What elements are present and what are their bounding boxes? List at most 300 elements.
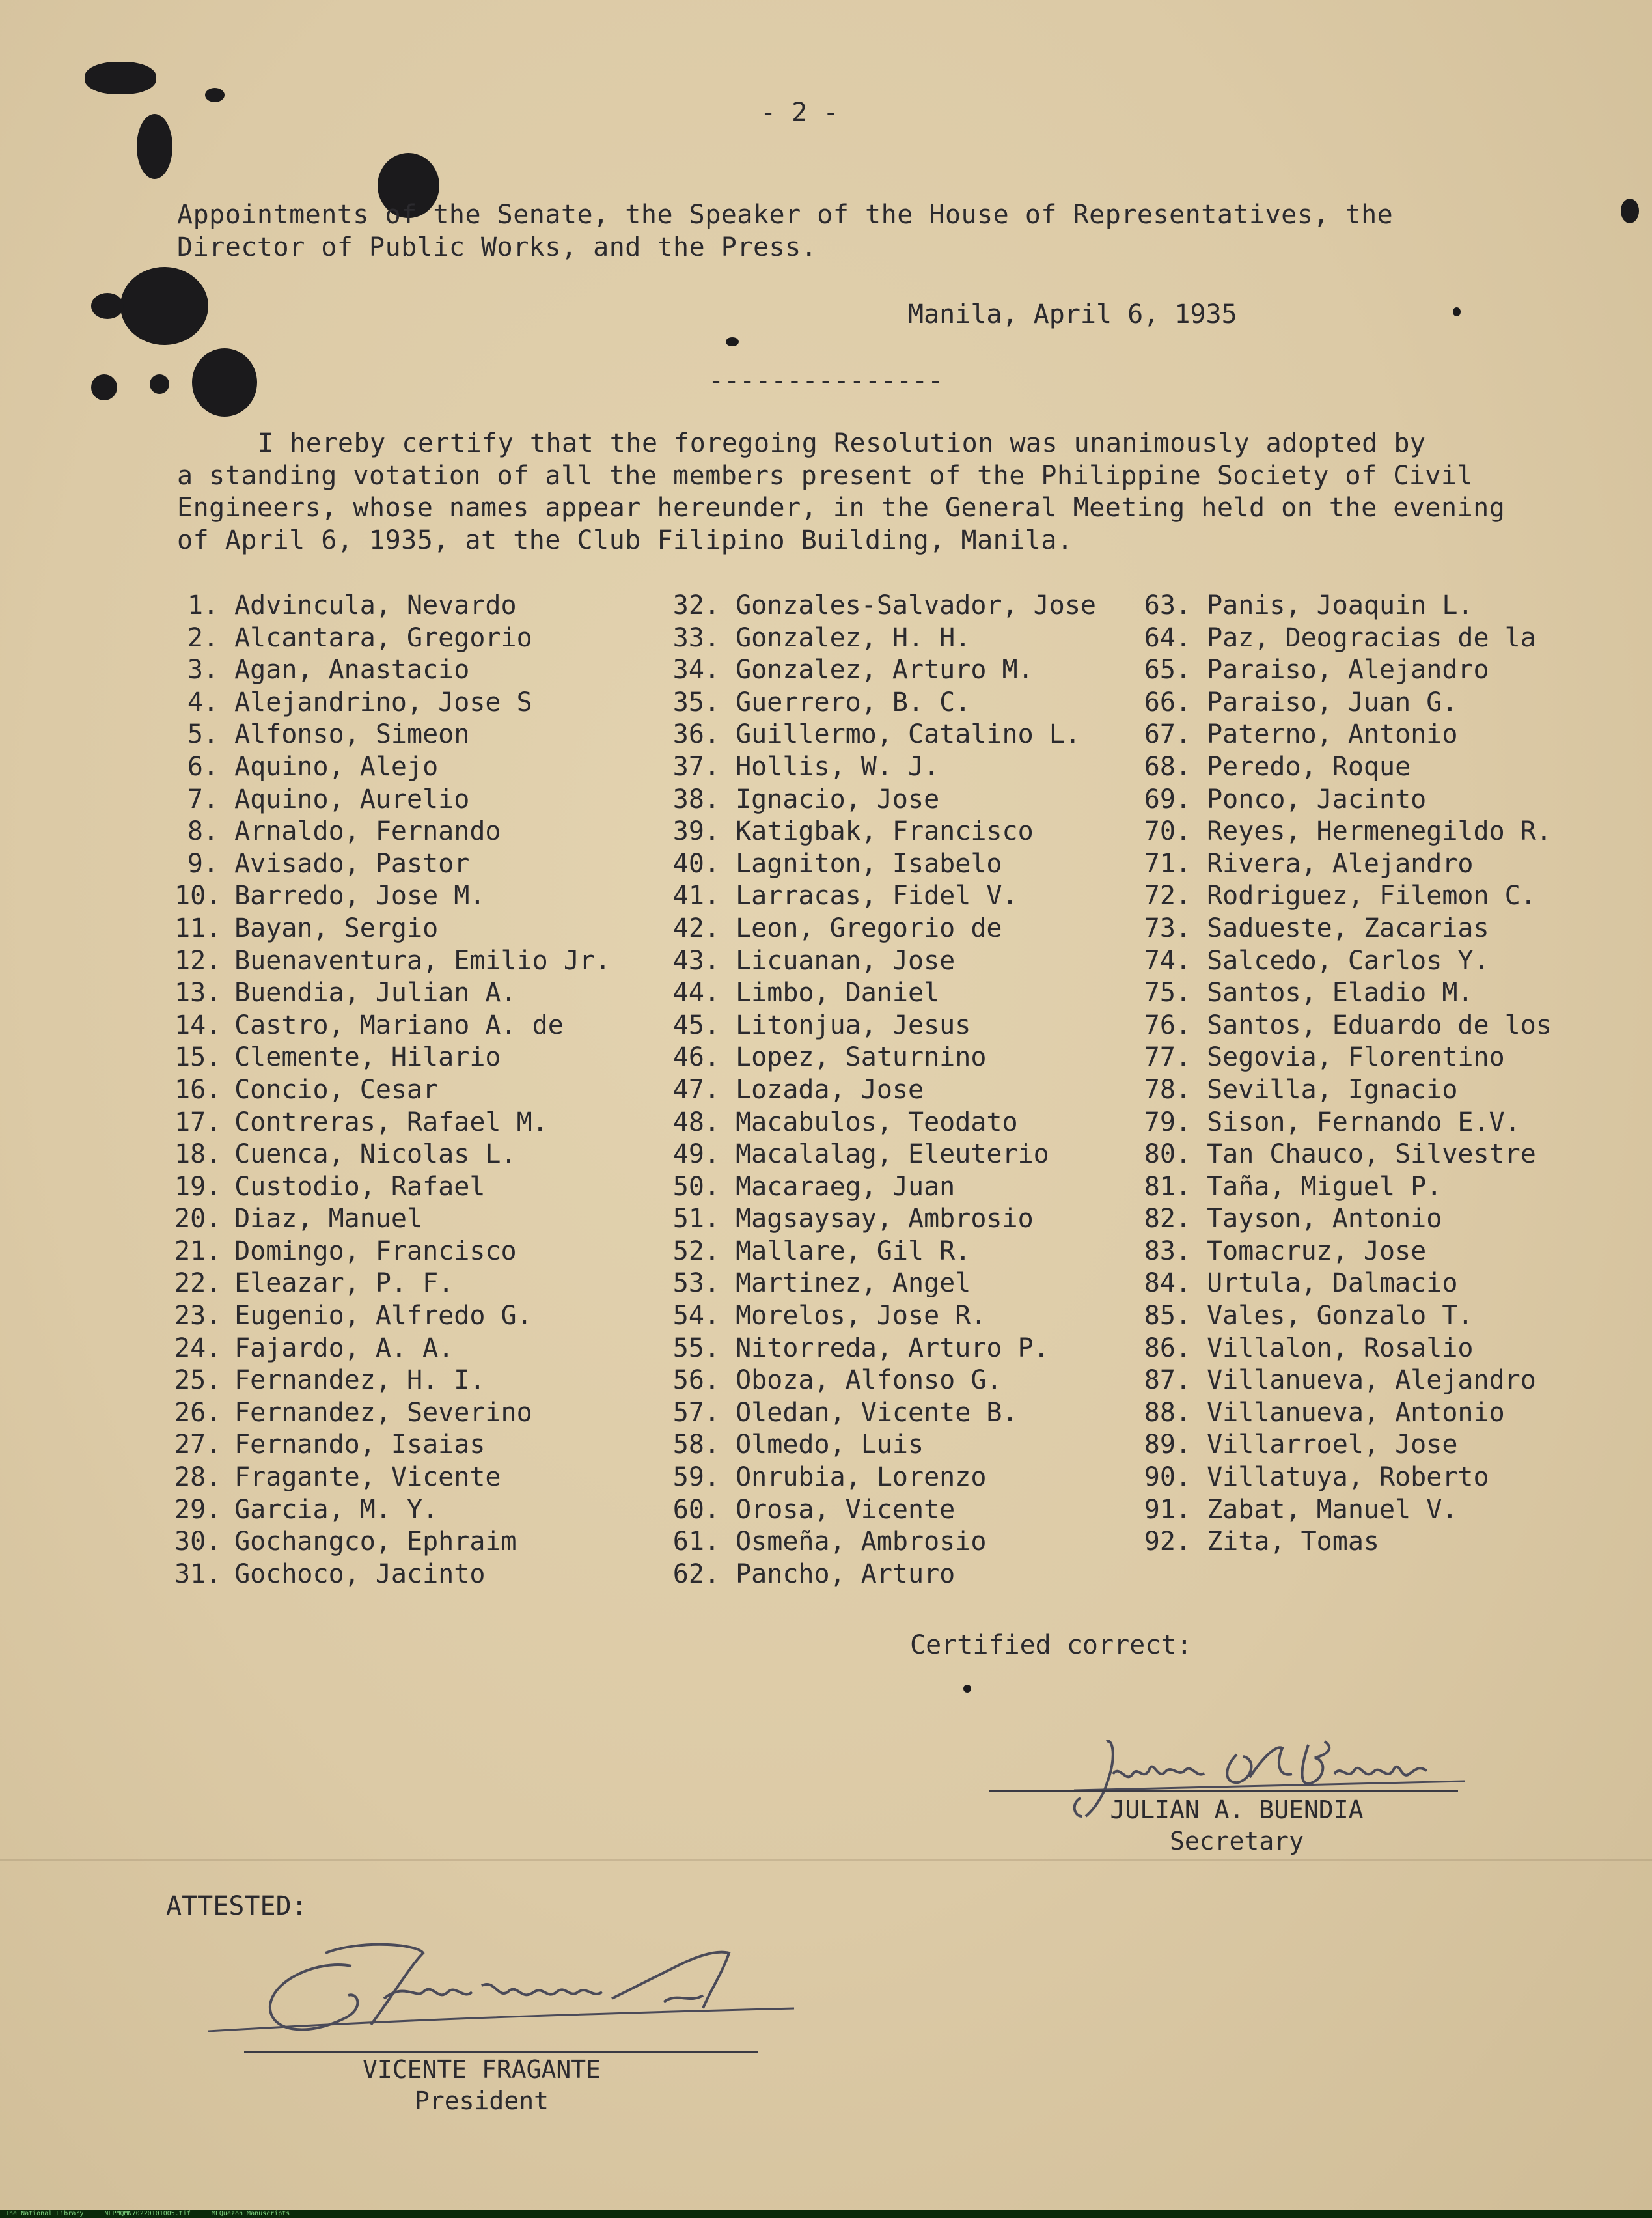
member-number: 5. — [187, 719, 219, 750]
president-title: President — [415, 2086, 549, 2115]
president-signature-line — [244, 2051, 758, 2053]
member-number: 7. — [187, 784, 219, 814]
member-list-item — [657, 654, 1096, 686]
member-number: 42. — [672, 913, 720, 943]
member-list-item — [174, 880, 611, 912]
member-number: 86. — [1144, 1333, 1191, 1363]
member-number: 88. — [1144, 1397, 1191, 1428]
member-list-item — [1129, 1332, 1552, 1365]
member-name: Zita, Tomas — [1207, 1527, 1379, 1557]
member-number: 70. — [1144, 816, 1191, 847]
member-number: 26. — [174, 1397, 222, 1428]
member-number: 55. — [672, 1333, 720, 1363]
member-list-item — [1129, 1364, 1552, 1396]
member-name: Oledan, Vicente B. — [736, 1397, 1018, 1428]
member-list-item — [657, 912, 1096, 945]
member-list-item — [174, 1171, 611, 1203]
member-number: 90. — [1144, 1462, 1191, 1493]
member-list-item — [174, 945, 611, 977]
ink-stain — [726, 337, 739, 346]
member-name: Rodriguez, Filemon C. — [1207, 881, 1536, 911]
member-name: Nitorreda, Arturo P. — [736, 1333, 1049, 1363]
member-list-item — [657, 718, 1096, 751]
paper-fold — [0, 1859, 1652, 1861]
member-name: Orosa, Vicente — [736, 1494, 956, 1525]
member-name: Paraiso, Alejandro — [1207, 655, 1489, 686]
member-name: Macalalag, Eleuterio — [736, 1139, 1049, 1170]
member-list-item — [657, 1364, 1096, 1396]
member-name: Ponco, Jacinto — [1207, 784, 1427, 814]
member-list-item — [1129, 1461, 1552, 1493]
member-number: 60. — [672, 1494, 720, 1525]
member-list-item — [657, 783, 1096, 816]
member-list-item — [1129, 1396, 1552, 1429]
member-list-item — [174, 1074, 611, 1106]
member-list-item — [174, 912, 611, 945]
member-name: Guillermo, Catalino L. — [736, 719, 1081, 750]
member-list-item — [174, 654, 611, 686]
member-number: 44. — [672, 978, 720, 1008]
president-signature — [208, 1927, 846, 2057]
member-number: 28. — [174, 1462, 222, 1493]
member-name: Gonzales-Salvador, Jose — [736, 590, 1096, 620]
member-name: Lagniton, Isabelo — [736, 848, 1002, 879]
member-name: Fernandez, H. I. — [234, 1365, 486, 1396]
member-name: Urtula, Dalmacio — [1207, 1268, 1458, 1299]
ink-stain — [91, 293, 124, 319]
member-list-item — [657, 1558, 1096, 1590]
member-number: 84. — [1144, 1268, 1191, 1299]
member-number: 29. — [174, 1494, 222, 1525]
member-name: Barredo, Jose M. — [234, 881, 486, 911]
member-name: Diaz, Manuel — [234, 1204, 423, 1234]
member-name: Aquino, Alejo — [234, 751, 439, 782]
member-list-item — [1129, 1106, 1552, 1139]
member-list-item — [657, 1041, 1096, 1074]
member-name: Lozada, Jose — [736, 1074, 924, 1105]
member-name: Custodio, Rafael — [234, 1171, 486, 1202]
member-number: 36. — [672, 719, 720, 750]
member-name: Reyes, Hermenegildo R. — [1207, 816, 1552, 847]
member-number: 56. — [672, 1365, 720, 1396]
ink-stain — [85, 62, 156, 94]
member-number: 8. — [187, 816, 219, 847]
member-number: 10. — [174, 881, 222, 911]
member-number: 74. — [1144, 945, 1191, 976]
member-name: Agan, Anastacio — [234, 655, 470, 686]
member-name: Guerrero, B. C. — [736, 687, 971, 717]
member-number: 9. — [187, 848, 219, 879]
member-name: Limbo, Daniel — [736, 978, 940, 1008]
separator: --------------- — [708, 366, 944, 396]
member-number: 37. — [672, 751, 720, 782]
intro-line-1: Appointments of the Senate, the Speaker of the House of Representatives, the — [177, 200, 1394, 230]
member-number: 20. — [174, 1204, 222, 1234]
certification-line-1: I hereby certify that the foregoing Resolution was unanimously adopted by — [258, 428, 1426, 458]
secretary-name: JULIAN A. BUENDIA — [1110, 1795, 1364, 1824]
member-number: 52. — [672, 1236, 720, 1266]
member-list-item — [1129, 654, 1552, 686]
ink-stain — [1621, 199, 1639, 223]
member-number: 14. — [174, 1010, 222, 1040]
member-name: Domingo, Francisco — [234, 1236, 517, 1266]
member-name: Licuanan, Jose — [736, 945, 956, 976]
member-name: Aquino, Aurelio — [234, 784, 470, 814]
member-number: 72. — [1144, 881, 1191, 911]
member-number: 1. — [187, 590, 219, 620]
member-name: Gochangco, Ephraim — [234, 1527, 517, 1557]
member-name: Segovia, Florentino — [1207, 1042, 1505, 1073]
member-list-item — [1129, 945, 1552, 977]
member-name: Larracas, Fidel V. — [736, 881, 1018, 911]
member-number: 73. — [1144, 913, 1191, 943]
member-number: 50. — [672, 1171, 720, 1202]
member-list-item — [657, 1202, 1096, 1235]
member-list-item — [657, 977, 1096, 1009]
member-list-item — [1129, 1041, 1552, 1074]
member-name: Osmeña, Ambrosio — [736, 1527, 987, 1557]
ink-stain — [205, 88, 225, 102]
member-list-item — [1129, 815, 1552, 848]
member-number: 78. — [1144, 1074, 1191, 1105]
member-name: Peredo, Roque — [1207, 751, 1411, 782]
member-list-item — [657, 848, 1096, 880]
member-name: Alejandrino, Jose S — [234, 687, 532, 717]
member-number: 65. — [1144, 655, 1191, 686]
place-date: Manila, April 6, 1935 — [908, 299, 1237, 329]
member-number: 22. — [174, 1268, 222, 1299]
member-list-column-3 — [1129, 589, 1552, 1558]
member-name: Litonjua, Jesus — [736, 1010, 971, 1040]
member-name: Eugenio, Alfredo G. — [234, 1301, 532, 1331]
member-list-item — [174, 751, 611, 783]
member-list-item — [657, 1461, 1096, 1493]
member-name: Concio, Cesar — [234, 1074, 439, 1105]
member-list-item — [174, 686, 611, 719]
member-number: 49. — [672, 1139, 720, 1170]
member-number: 82. — [1144, 1204, 1191, 1234]
member-name: Macabulos, Teodato — [736, 1107, 1018, 1137]
member-number: 63. — [1144, 590, 1191, 620]
member-list-item — [657, 945, 1096, 977]
member-number: 6. — [187, 751, 219, 782]
member-number: 62. — [672, 1559, 720, 1589]
member-list-item — [657, 1074, 1096, 1106]
attested-label: ATTESTED: — [166, 1891, 307, 1921]
member-name: Advincula, Nevardo — [234, 590, 517, 620]
page-number: - 2 - — [760, 98, 839, 128]
member-list-item — [1129, 880, 1552, 912]
certified-correct-label: Certified correct: — [910, 1630, 1192, 1660]
member-list-item — [657, 1138, 1096, 1171]
member-name: Tan Chauco, Silvestre — [1207, 1139, 1536, 1170]
member-list-item — [657, 1171, 1096, 1203]
member-number: 75. — [1144, 978, 1191, 1008]
secretary-title: Secretary — [1170, 1827, 1304, 1855]
member-number: 35. — [672, 687, 720, 717]
member-list-item — [174, 783, 611, 816]
member-name: Arnaldo, Fernando — [234, 816, 501, 847]
member-name: Katigbak, Francisco — [736, 816, 1034, 847]
member-name: Gonzalez, Arturo M. — [736, 655, 1034, 686]
member-number: 23. — [174, 1301, 222, 1331]
member-list-item — [174, 815, 611, 848]
member-list-item — [1129, 1171, 1552, 1203]
member-name: Villanueva, Antonio — [1207, 1397, 1505, 1428]
member-list-item — [1129, 622, 1552, 654]
member-list-item — [1129, 686, 1552, 719]
member-number: 16. — [174, 1074, 222, 1105]
member-number: 13. — [174, 978, 222, 1008]
member-list-item — [657, 622, 1096, 654]
member-name: Panis, Joaquin L. — [1207, 590, 1474, 620]
member-list-item — [174, 1299, 611, 1332]
member-number: 53. — [672, 1268, 720, 1299]
member-number: 25. — [174, 1365, 222, 1396]
member-number: 92. — [1144, 1527, 1191, 1557]
member-list-item — [1129, 783, 1552, 816]
member-name: Buenaventura, Emilio Jr. — [234, 945, 611, 976]
member-name: Oboza, Alfonso G. — [736, 1365, 1002, 1396]
member-number: 4. — [187, 687, 219, 717]
member-list-item — [1129, 848, 1552, 880]
member-name: Morelos, Jose R. — [736, 1301, 987, 1331]
footer-library: The National Library — [5, 2210, 84, 2217]
member-name: Villalon, Rosalio — [1207, 1333, 1474, 1363]
member-name: Buendia, Julian A. — [234, 978, 517, 1008]
member-name: Gochoco, Jacinto — [234, 1559, 486, 1589]
member-list-item — [657, 1267, 1096, 1299]
member-list-item — [657, 1396, 1096, 1429]
member-list-item — [1129, 1428, 1552, 1461]
member-list-item — [1129, 589, 1552, 622]
member-name: Paraiso, Juan G. — [1207, 687, 1458, 717]
member-number: 83. — [1144, 1236, 1191, 1266]
footer-collection: MLQuezon Manuscripts — [211, 2210, 290, 2217]
member-name: Lopez, Saturnino — [736, 1042, 987, 1073]
member-list-item — [1129, 751, 1552, 783]
member-name: Gonzalez, H. H. — [736, 622, 971, 653]
member-name: Hollis, W. J. — [736, 751, 940, 782]
ink-stain — [91, 374, 117, 400]
member-number: 2. — [187, 622, 219, 653]
member-list-item — [174, 1267, 611, 1299]
member-list-item — [174, 1106, 611, 1139]
member-number: 45. — [672, 1010, 720, 1040]
member-number: 71. — [1144, 848, 1191, 879]
member-list-item — [657, 1299, 1096, 1332]
member-name: Avisado, Pastor — [234, 848, 470, 879]
member-list-item — [657, 1235, 1096, 1268]
member-number: 38. — [672, 784, 720, 814]
member-number: 89. — [1144, 1430, 1191, 1460]
member-list-item — [1129, 1299, 1552, 1332]
member-number: 59. — [672, 1462, 720, 1493]
member-list-item — [657, 1428, 1096, 1461]
member-list-item — [1129, 912, 1552, 945]
member-number: 85. — [1144, 1301, 1191, 1331]
member-list-item — [657, 1493, 1096, 1526]
member-name: Villanueva, Alejandro — [1207, 1365, 1536, 1396]
member-number: 81. — [1144, 1171, 1191, 1202]
member-list-item — [174, 1558, 611, 1590]
member-number: 87. — [1144, 1365, 1191, 1396]
member-list-item — [1129, 1267, 1552, 1299]
member-list-item — [174, 589, 611, 622]
footer-file: NLPMQMN70220101005.tif — [104, 2210, 191, 2217]
member-list-item — [174, 1396, 611, 1429]
member-list-item — [174, 1332, 611, 1365]
member-list-item — [174, 1493, 611, 1526]
member-name: Garcia, M. Y. — [234, 1494, 439, 1525]
member-number: 33. — [672, 622, 720, 653]
member-name: Tomacruz, Jose — [1207, 1236, 1427, 1266]
member-number: 47. — [672, 1074, 720, 1105]
member-name: Paterno, Antonio — [1207, 719, 1458, 750]
member-name: Taña, Miguel P. — [1207, 1171, 1442, 1202]
president-block — [299, 2054, 664, 2116]
member-list-item — [174, 718, 611, 751]
member-number: 64. — [1144, 622, 1191, 653]
member-number: 30. — [174, 1527, 222, 1557]
member-number: 58. — [672, 1430, 720, 1460]
member-name: Contreras, Rafael M. — [234, 1107, 548, 1137]
member-list-item — [657, 815, 1096, 848]
member-list-item — [1129, 977, 1552, 1009]
member-number: 27. — [174, 1430, 222, 1460]
member-number: 31. — [174, 1559, 222, 1589]
member-list-item — [657, 751, 1096, 783]
member-number: 77. — [1144, 1042, 1191, 1073]
member-name: Vales, Gonzalo T. — [1207, 1301, 1474, 1331]
member-name: Bayan, Sergio — [234, 913, 439, 943]
member-name: Clemente, Hilario — [234, 1042, 501, 1073]
member-name: Olmedo, Luis — [736, 1430, 924, 1460]
member-number: 12. — [174, 945, 222, 976]
member-name: Onrubia, Lorenzo — [736, 1462, 987, 1493]
member-number: 48. — [672, 1107, 720, 1137]
member-list-item — [657, 880, 1096, 912]
member-list-item — [1129, 1202, 1552, 1235]
member-number: 21. — [174, 1236, 222, 1266]
member-list-item — [1129, 1493, 1552, 1526]
certification-line-2: a standing votation of all the members present of the Philippine Society of Civil — [177, 461, 1474, 491]
member-name: Macaraeg, Juan — [736, 1171, 956, 1202]
member-name: Villarroel, Jose — [1207, 1430, 1458, 1460]
member-name: Fajardo, A. A. — [234, 1333, 454, 1363]
member-list-item — [1129, 718, 1552, 751]
member-list-item — [174, 1364, 611, 1396]
ink-stain — [963, 1685, 971, 1693]
secretary-block — [1067, 1794, 1406, 1857]
member-number: 43. — [672, 945, 720, 976]
member-name: Fragante, Vicente — [234, 1462, 501, 1493]
member-name: Alfonso, Simeon — [234, 719, 470, 750]
archive-footer — [0, 2210, 1652, 2218]
member-name: Paz, Deogracias de la — [1207, 622, 1536, 653]
member-name: Castro, Mariano A. de — [234, 1010, 564, 1040]
member-number: 80. — [1144, 1139, 1191, 1170]
member-list-item — [1129, 1138, 1552, 1171]
member-name: Eleazar, P. F. — [234, 1268, 454, 1299]
ink-stain — [137, 114, 172, 179]
member-number: 40. — [672, 848, 720, 879]
member-list-item — [657, 686, 1096, 719]
member-name: Leon, Gregorio de — [736, 913, 1002, 943]
ink-stain — [192, 348, 257, 417]
member-list-item — [174, 848, 611, 880]
member-list-column-1 — [174, 589, 611, 1590]
member-number: 51. — [672, 1204, 720, 1234]
member-name: Zabat, Manuel V. — [1207, 1494, 1458, 1525]
member-list-item — [174, 1428, 611, 1461]
member-list-item — [657, 589, 1096, 622]
member-number: 57. — [672, 1397, 720, 1428]
member-name: Fernando, Isaias — [234, 1430, 486, 1460]
member-name: Fernandez, Severino — [234, 1397, 532, 1428]
member-name: Martinez, Angel — [736, 1268, 971, 1299]
member-number: 61. — [672, 1527, 720, 1557]
member-number: 11. — [174, 913, 222, 943]
member-name: Tayson, Antonio — [1207, 1204, 1442, 1234]
member-number: 91. — [1144, 1494, 1191, 1525]
member-name: Villatuya, Roberto — [1207, 1462, 1489, 1493]
member-number: 39. — [672, 816, 720, 847]
member-list-item — [174, 1202, 611, 1235]
member-list-item — [174, 977, 611, 1009]
member-list-item — [657, 1525, 1096, 1558]
member-number: 15. — [174, 1042, 222, 1073]
member-list-item — [1129, 1074, 1552, 1106]
member-list-column-2 — [657, 589, 1096, 1590]
member-list-item — [174, 1041, 611, 1074]
member-number: 3. — [187, 655, 219, 686]
member-number: 18. — [174, 1139, 222, 1170]
member-number: 68. — [1144, 751, 1191, 782]
certification-line-4: of April 6, 1935, at the Club Filipino Building, Manila. — [177, 525, 1073, 555]
member-name: Ignacio, Jose — [736, 784, 940, 814]
member-list-item — [657, 1332, 1096, 1365]
member-number: 54. — [672, 1301, 720, 1331]
member-number: 19. — [174, 1171, 222, 1202]
member-list-item — [174, 1235, 611, 1268]
member-name: Sison, Fernando E.V. — [1207, 1107, 1521, 1137]
member-list-item — [174, 1009, 611, 1042]
secretary-signature-line — [989, 1790, 1458, 1792]
member-list-item — [174, 1138, 611, 1171]
member-list-item — [174, 1525, 611, 1558]
member-name: Mallare, Gil R. — [736, 1236, 971, 1266]
member-list-item — [1129, 1235, 1552, 1268]
member-name: Salcedo, Carlos Y. — [1207, 945, 1489, 976]
member-number: 32. — [672, 590, 720, 620]
member-name: Sevilla, Ignacio — [1207, 1074, 1458, 1105]
member-list-item — [657, 1009, 1096, 1042]
member-name: Sadueste, Zacarias — [1207, 913, 1489, 943]
member-number: 79. — [1144, 1107, 1191, 1137]
president-name: VICENTE FRAGANTE — [362, 2055, 601, 2084]
member-number: 34. — [672, 655, 720, 686]
member-number: 69. — [1144, 784, 1191, 814]
member-name: Magsaysay, Ambrosio — [736, 1204, 1034, 1234]
member-list-item — [1129, 1525, 1552, 1558]
member-name: Rivera, Alejandro — [1207, 848, 1474, 879]
member-list-item — [657, 1106, 1096, 1139]
member-list-item — [174, 1461, 611, 1493]
member-name: Pancho, Arturo — [736, 1559, 956, 1589]
member-number: 41. — [672, 881, 720, 911]
member-number: 24. — [174, 1333, 222, 1363]
